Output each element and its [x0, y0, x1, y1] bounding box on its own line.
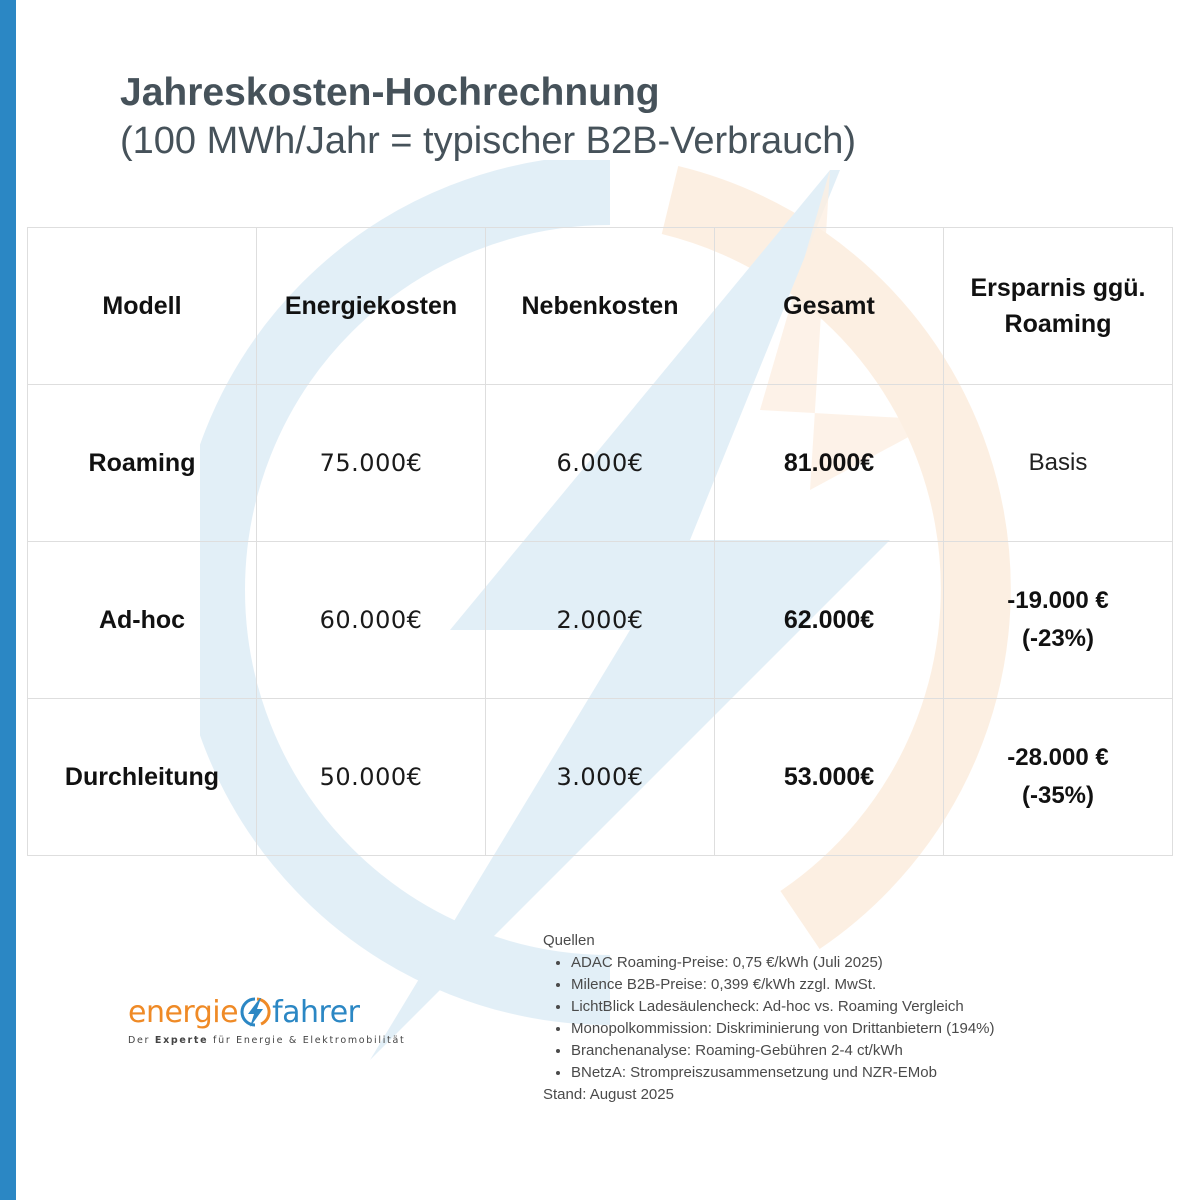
- logo-text-energie: energie: [128, 995, 239, 1030]
- table-row: [28, 542, 1173, 699]
- cell-total: 81.000€: [715, 385, 944, 542]
- cell-model: Roaming: [28, 385, 257, 542]
- left-accent-bar: [0, 0, 16, 1200]
- cell-total: 62.000€: [715, 542, 944, 699]
- sources-block: [543, 930, 995, 1106]
- brand-logo: [128, 993, 405, 1046]
- cell-model: Durchleitung: [28, 699, 257, 856]
- cell-energy: 75.000€: [257, 385, 486, 542]
- cell-saving-line2: (-35%): [1021, 782, 1094, 809]
- source-item: • ADAC Roaming-Preise: 0,75 €/kWh (Juli 2025): [571, 952, 995, 974]
- cell-saving-line2: (-23%): [1021, 625, 1094, 652]
- logo-tagline-bold: Experte: [154, 1035, 209, 1046]
- sources-date: Stand: August 2025: [543, 1086, 674, 1103]
- cell-saving-line1: -28.000 €: [1007, 744, 1109, 771]
- logo-text-fahrer: fahrer: [272, 995, 360, 1030]
- source-item: • LichtBlick Ladesäulencheck: Ad-hoc vs. Roaming Vergleich: [571, 996, 995, 1018]
- sources-heading: Quellen: [543, 932, 595, 949]
- source-item: • Monopolkommission: Diskriminierung von Drittanbietern (194%): [571, 1018, 995, 1040]
- source-item: • BNetzA: Strompreiszusammensetzung und NZR-EMob: [571, 1062, 995, 1084]
- header-total: Gesamt: [715, 228, 944, 385]
- cell-energy: 60.000€: [257, 542, 486, 699]
- header-energy-costs: Energiekosten: [257, 228, 486, 385]
- logo-tagline-post: für Energie & Elektromobilität: [208, 1035, 406, 1046]
- header-saving: [944, 228, 1173, 385]
- cost-table: [27, 227, 1173, 856]
- sources-list: [543, 952, 995, 1084]
- cell-ancillary: 2.000€: [486, 542, 715, 699]
- table-row: [28, 699, 1173, 856]
- logo-tagline-pre: Der: [128, 1035, 155, 1046]
- source-item: • Milence B2B-Preise: 0,399 €/kWh zzgl. MwSt.: [571, 974, 995, 996]
- cell-model: Ad-hoc: [28, 542, 257, 699]
- logo-tagline: [128, 1035, 405, 1046]
- header-model: Modell: [28, 228, 257, 385]
- cell-ancillary: 3.000€: [486, 699, 715, 856]
- cell-saving: [944, 699, 1173, 856]
- source-item: • Branchenanalyse: Roaming-Gebühren 2-4 ct/kWh: [571, 1040, 995, 1062]
- cell-total: 53.000€: [715, 699, 944, 856]
- cell-saving: [944, 385, 1173, 542]
- header-saving-line2: Roaming: [1004, 310, 1112, 338]
- cell-saving-line1: Basis: [1028, 449, 1088, 476]
- table-header-row: [28, 228, 1173, 385]
- cell-energy: 50.000€: [257, 699, 486, 856]
- header-ancillary-costs: Nebenkosten: [486, 228, 715, 385]
- header-saving-line1: Ersparnis ggü.: [970, 274, 1146, 302]
- cell-saving: [944, 542, 1173, 699]
- cell-saving-line1: -19.000 €: [1007, 587, 1109, 614]
- lightning-bolt-icon: [239, 996, 271, 1030]
- page-title: Jahreskosten-Hochrechnung: [120, 71, 660, 114]
- cell-ancillary: 6.000€: [486, 385, 715, 542]
- title-block: [120, 70, 856, 166]
- page-subtitle: (100 MWh/Jahr = typischer B2B-Verbrauch): [120, 120, 857, 162]
- table-row: [28, 385, 1173, 542]
